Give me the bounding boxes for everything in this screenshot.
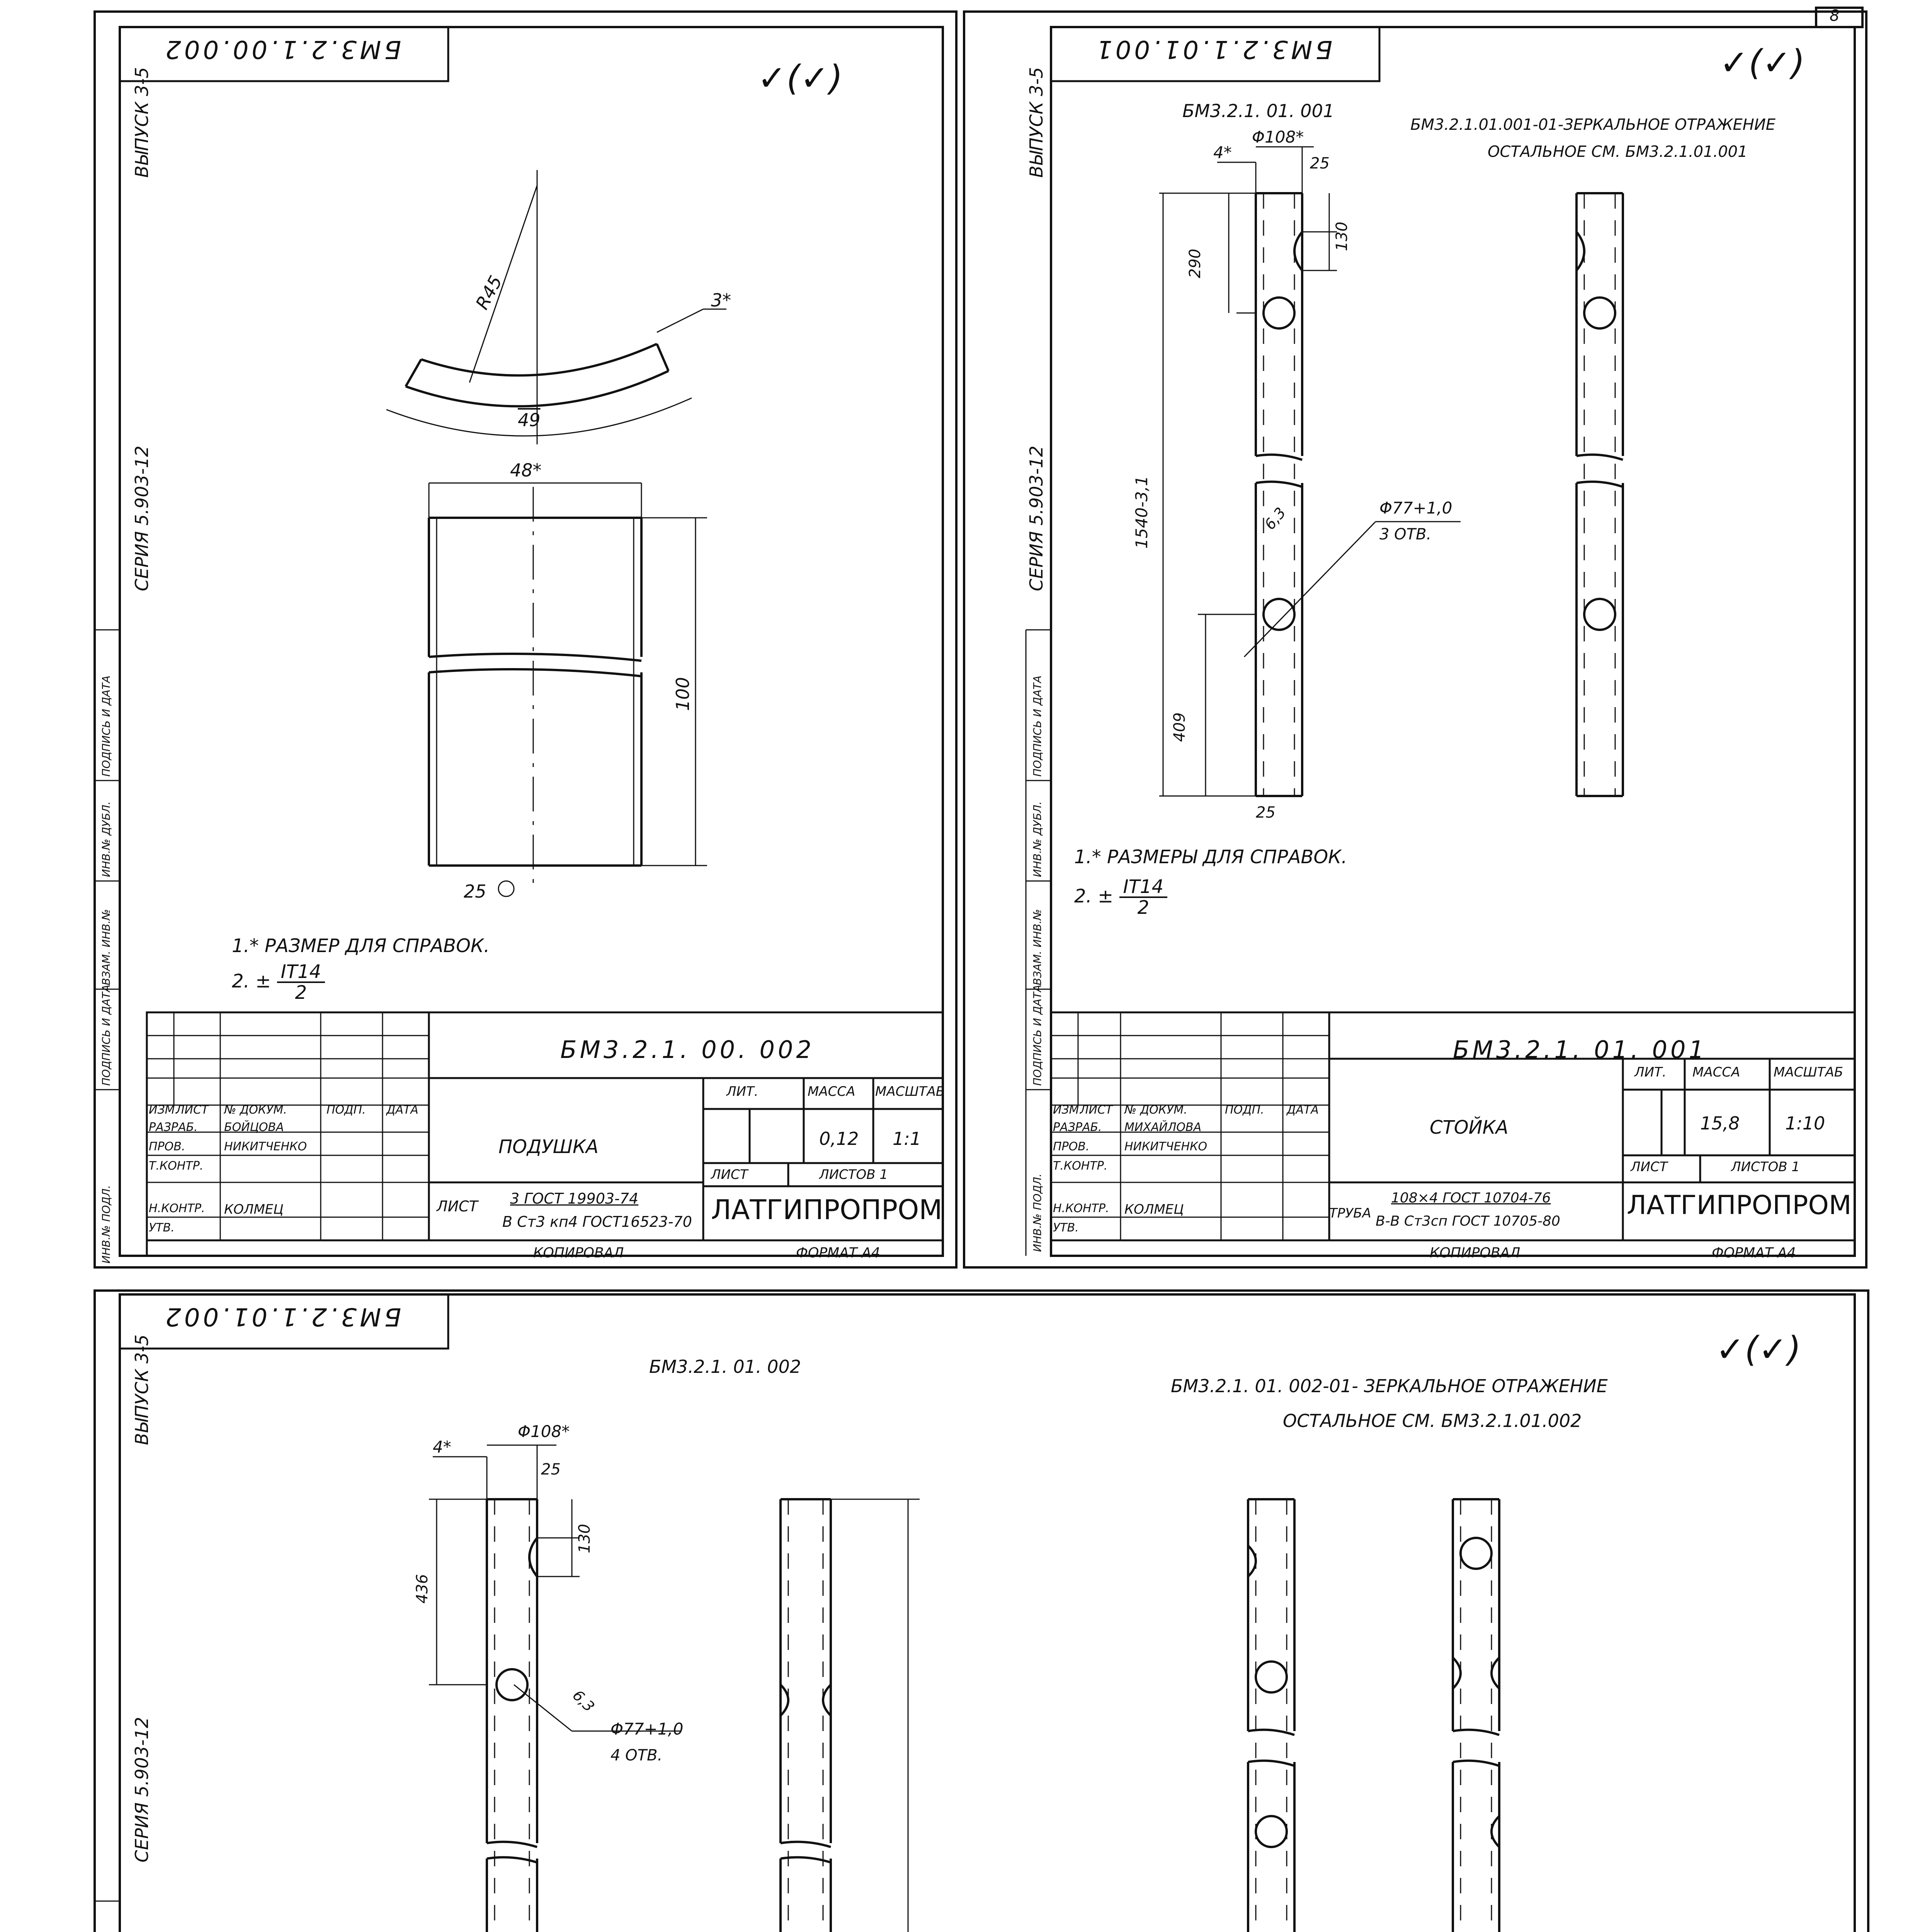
- tb2-row-doc: № ДОКУМ.: [1124, 1103, 1187, 1117]
- tb1-row-date: ДАТА: [386, 1103, 418, 1117]
- tb2-name: СТОЙКА: [1430, 1117, 1509, 1138]
- tol-num: IT14: [277, 962, 325, 983]
- tb1-name-razrab: БОЙЦОВА: [224, 1121, 284, 1134]
- sheet3-code-rotated: БМ3.2.1.01.002: [162, 1302, 401, 1331]
- stamp2-vzam: ВЗАМ. ИНВ.№: [1031, 909, 1044, 985]
- tb1-row-doc: № ДОКУМ.: [224, 1103, 287, 1117]
- s3-dim-436: 436: [413, 1574, 431, 1604]
- tb1-material-bottom: В Ст3 кп4 ГОСТ16523-70: [502, 1213, 692, 1230]
- tb2-name-nkontr: КОЛМЕЦ: [1124, 1202, 1184, 1217]
- tb2-role-utv: УТВ.: [1053, 1221, 1079, 1235]
- sheet2-code-rotated: БМ3.2.1.01.001: [1094, 35, 1333, 63]
- dim-thickness: 3*: [711, 290, 731, 311]
- tb2-scale: 1:10: [1785, 1113, 1825, 1134]
- s2-rough-top: 25: [1310, 155, 1330, 172]
- tb1-mass: 0,12: [819, 1128, 859, 1149]
- tb2-row-date: ДАТА: [1287, 1103, 1319, 1117]
- tb1-material-top: 3 ГОСТ 19903-74: [510, 1190, 639, 1207]
- tb2-hdr-scale: МАСШТАБ: [1774, 1065, 1844, 1080]
- tb2-sheet: ЛИСТ: [1631, 1159, 1668, 1175]
- tb2-role-tkontr: Т.КОНТР.: [1053, 1159, 1108, 1173]
- stamp1-sign: ПОДПИСЬ И ДАТА: [100, 985, 112, 1086]
- s2-rough-bot: 25: [1256, 804, 1276, 821]
- tb1-name: ПОДУШКА: [498, 1136, 599, 1158]
- tb2-org: ЛАТГИПРОПРОМ: [1627, 1190, 1852, 1221]
- dim-radius: R45: [471, 272, 507, 313]
- s2-dim-wall: 4*: [1213, 143, 1232, 162]
- sheet2-mirror-note-2: ОСТАЛЬНОЕ СМ. БМ3.2.1.01.001: [1488, 143, 1748, 161]
- stamp2-sign2: ПОДПИСЬ И ДАТА: [1031, 675, 1044, 777]
- tb1-name-prov: НИКИТЧЕНКО: [224, 1140, 307, 1153]
- s2-dim-409: 409: [1171, 712, 1189, 742]
- sheet3-view-title: БМ3.2.1. 01. 002: [649, 1356, 801, 1377]
- tb2-role-razrab: РАЗРАБ.: [1053, 1121, 1102, 1134]
- tb2-hdr-lit: ЛИТ.: [1634, 1065, 1667, 1080]
- s2-dim-dia: Φ108*: [1252, 128, 1304, 146]
- tb1-role-nkontr: Н.КОНТР.: [149, 1202, 205, 1215]
- tb2-name-prov: НИКИТЧЕНКО: [1124, 1140, 1208, 1153]
- tb1-hdr-lit: ЛИТ.: [726, 1084, 759, 1099]
- tb2-hdr-mass: МАССА: [1692, 1065, 1740, 1080]
- tb1-role-razrab: РАЗРАБ.: [149, 1121, 198, 1134]
- tb1-hdr-mass: МАССА: [808, 1084, 855, 1099]
- sheet3-mirror-note-2: ОСТАЛЬНОЕ СМ. БМ3.2.1.01.002: [1283, 1410, 1582, 1431]
- stamp1-inv: ИНВ.№ ПОДЛ.: [100, 1185, 112, 1264]
- s3-hole-dia: Φ77+1,0: [611, 1719, 684, 1738]
- s2-note-2-label: 2. ±: [1074, 885, 1114, 907]
- tb1-material-label: ЛИСТ: [437, 1198, 478, 1215]
- s2-rough-chamfer: 6,3: [1261, 504, 1289, 533]
- dim-rough-25: 25: [464, 881, 486, 902]
- arc-inner: [421, 344, 657, 376]
- s3-rough-chamfer: 6,3: [569, 1687, 598, 1715]
- tolerance-fraction: [277, 962, 325, 1003]
- tb2-sheets: ЛИСТОВ 1: [1731, 1159, 1800, 1175]
- s2-tol-den: 2: [1137, 897, 1150, 919]
- s2-dim-290: 290: [1186, 248, 1204, 278]
- stamp2-dubl: ИНВ.№ ДУБЛ.: [1031, 801, 1044, 877]
- tb2-material-top: 108×4 ГОСТ 10704-76: [1391, 1190, 1551, 1206]
- s2-tol-num: IT14: [1119, 877, 1168, 898]
- tb2-row-list: ЛИСТ: [1080, 1103, 1113, 1117]
- note-2-label: 2. ±: [232, 970, 271, 992]
- sheet2-note-2: [1074, 877, 1167, 918]
- sheet2-format: ФОРМАТ А4: [1712, 1245, 1796, 1261]
- tb2-row-izm: ИЗМ.: [1053, 1103, 1083, 1117]
- sheet1-roughness-symbol: ✓(✓): [757, 58, 843, 99]
- sheet3-issue: ВЫПУСК 3-5: [131, 1334, 152, 1445]
- tb1-row-izm: ИЗМ.: [149, 1103, 179, 1117]
- sheet2-mirror-note-1: БМ3.2.1.01.001-01-ЗЕРКАЛЬНОЕ ОТРАЖЕНИЕ: [1410, 116, 1776, 134]
- stamp2-inv: ИНВ.№ ПОДЛ.: [1031, 1173, 1044, 1252]
- dim-height: 100: [672, 677, 693, 711]
- tb1-role-prov: ПРОВ.: [149, 1140, 185, 1153]
- s2-holes: 3 ОТВ.: [1379, 526, 1432, 543]
- s3-dim-wall: 4*: [433, 1437, 451, 1456]
- s3-dim-dia: Φ108*: [518, 1422, 570, 1441]
- tb2-role-nkontr: Н.КОНТР.: [1053, 1202, 1109, 1215]
- tb1-code: БМ3.2.1. 00. 002: [560, 1036, 815, 1064]
- sheet1-copied: КОПИРОВАЛ: [533, 1245, 624, 1261]
- s2-dim-length: 1540-3,1: [1132, 476, 1151, 549]
- sheet3-series: СЕРИЯ 5.903-12: [131, 1717, 152, 1862]
- sheet1-code-rotated: БМ3.2.1.00.002: [162, 35, 401, 63]
- tb1-name-nkontr: КОЛМЕЦ: [224, 1202, 284, 1217]
- stamp1-dubl: ИНВ.№ ДУБЛ.: [100, 801, 112, 877]
- tb1-row-sign: ПОДП.: [327, 1103, 366, 1117]
- sheet2-series: СЕРИЯ 5.903-12: [1026, 446, 1047, 591]
- stamp2-sign: ПОДПИСЬ И ДАТА: [1031, 985, 1044, 1086]
- dim-arc-length: 49: [518, 410, 541, 430]
- tb2-material-bottom: В-В Ст3сп ГОСТ 10705-80: [1376, 1213, 1560, 1229]
- sheet2-view-title: БМ3.2.1. 01. 001: [1182, 100, 1335, 121]
- sheet2-roughness-symbol: ✓(✓): [1719, 43, 1805, 83]
- tb2-row-sign: ПОДП.: [1225, 1103, 1264, 1117]
- sheet1-note-2: [232, 962, 325, 1003]
- sheet-number: 8: [1830, 7, 1840, 25]
- sheet2-copied: КОПИРОВАЛ: [1430, 1245, 1520, 1261]
- tb1-scale: 1:1: [893, 1128, 922, 1149]
- tb2-role-prov: ПРОВ.: [1053, 1140, 1090, 1153]
- tb1-row-list: ЛИСТ: [176, 1103, 209, 1117]
- stamp1-sign2: ПОДПИСЬ И ДАТА: [100, 675, 112, 777]
- tb1-sheet: ЛИСТ: [711, 1167, 748, 1182]
- sheet3-roughness-symbol: ✓(✓): [1716, 1329, 1801, 1370]
- tb2-code: БМ3.2.1. 01. 001: [1453, 1036, 1707, 1064]
- tol-den: 2: [295, 982, 307, 1004]
- dim-width: 48*: [510, 460, 542, 481]
- sheet1-issue: ВЫПУСК 3-5: [131, 67, 152, 178]
- tb2-name-razrab: МИХАЙЛОВА: [1124, 1121, 1202, 1134]
- stamp1-vzam: ВЗАМ. ИНВ.№: [100, 909, 112, 985]
- tb1-hdr-scale: МАСШТАБ: [875, 1084, 945, 1099]
- tb2-material-label: ТРУБА: [1329, 1206, 1371, 1221]
- sheet1-format: ФОРМАТ А4: [796, 1245, 880, 1261]
- s2-hole-dia: Φ77+1,0: [1379, 498, 1452, 517]
- tb1-org: ЛАТГИПРОПРОМ: [711, 1194, 942, 1226]
- sheet2-issue: ВЫПУСК 3-5: [1026, 67, 1047, 178]
- s3-dim-130: 130: [576, 1524, 594, 1553]
- tb1-role-tkontr: Т.КОНТР.: [149, 1159, 204, 1173]
- tb1-role-utv: УТВ.: [149, 1221, 175, 1235]
- s2-dim-130: 130: [1333, 221, 1351, 251]
- s2-tolerance-fraction: [1119, 877, 1168, 918]
- s3-rough-top: 25: [541, 1461, 561, 1478]
- tb2-mass: 15,8: [1700, 1113, 1740, 1134]
- sheet1-note-1: 1.* РАЗМЕР ДЛЯ СПРАВОК.: [232, 935, 490, 957]
- sheet2-note-1: 1.* РАЗМЕРЫ ДЛЯ СПРАВОК.: [1074, 846, 1347, 868]
- sheet3-mirror-note-1: БМ3.2.1. 01. 002-01- ЗЕРКАЛЬНОЕ ОТРАЖЕНИЕ: [1171, 1376, 1608, 1396]
- tb1-sheets: ЛИСТОВ 1: [819, 1167, 888, 1182]
- s3-holes: 4 ОТВ.: [611, 1747, 663, 1764]
- sheet1-series: СЕРИЯ 5.903-12: [131, 446, 152, 591]
